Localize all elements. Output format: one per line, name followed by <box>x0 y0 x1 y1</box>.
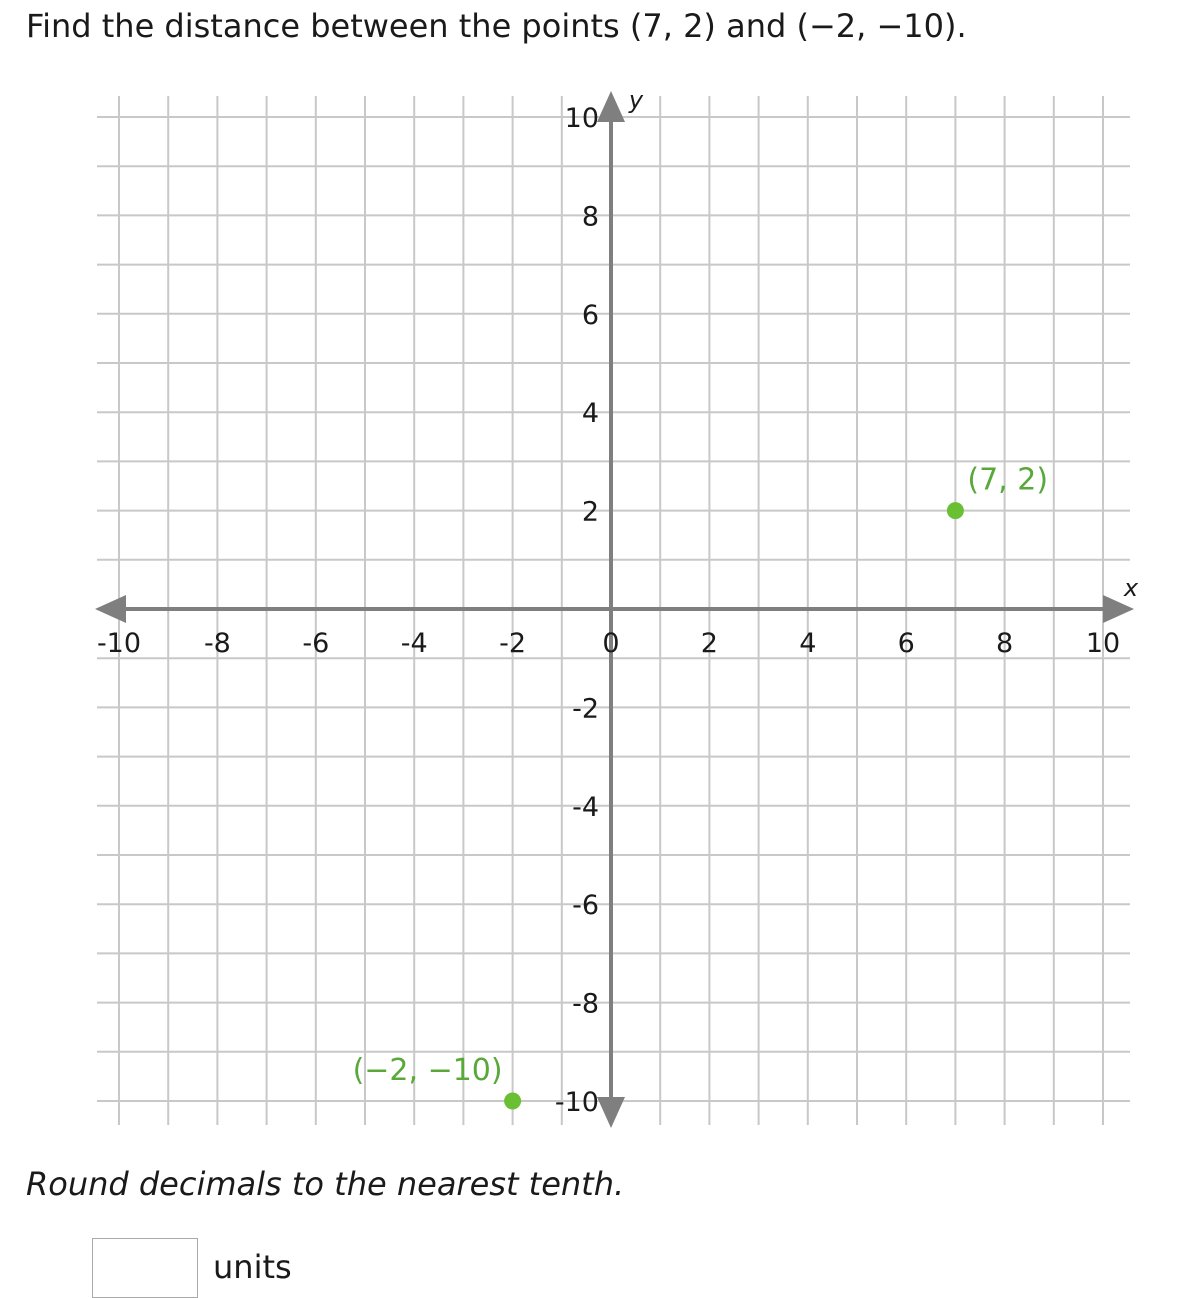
x-tick-label: 0 <box>602 628 620 659</box>
x-axis-left-arrow-icon <box>95 595 126 623</box>
x-tick-label: -10 <box>96 628 142 659</box>
y-tick-label: 6 <box>581 299 599 331</box>
x-tick-label: -4 <box>400 628 428 659</box>
plotted-point <box>947 502 964 519</box>
x-tick-label: 6 <box>897 628 915 659</box>
distance-answer-input[interactable] <box>92 1238 198 1298</box>
x-tick-label: -2 <box>499 628 527 659</box>
x-tick-label: 2 <box>700 628 718 659</box>
y-tick-label: 10 <box>564 103 599 134</box>
y-tick-label: -6 <box>572 890 599 922</box>
y-axis-up-arrow-icon <box>597 91 625 122</box>
x-tick-label: 8 <box>996 628 1014 659</box>
y-tick-label: -4 <box>572 791 599 823</box>
x-tick-label: -8 <box>203 628 231 659</box>
x-axis-title: x <box>1123 574 1139 602</box>
y-tick-label: 2 <box>581 496 599 528</box>
instruction-text: Round decimals to the nearest tenth. <box>26 1165 625 1203</box>
x-tick-label: 10 <box>1085 628 1121 659</box>
y-tick-label: 8 <box>581 201 599 233</box>
y-tick-label: -10 <box>554 1087 599 1118</box>
y-tick-label: -2 <box>572 693 599 725</box>
question-text: Find the distance between the points (7, 2) and (−2, −10). <box>26 7 967 45</box>
x-tick-label: -6 <box>302 628 330 659</box>
plotted-point <box>504 1093 521 1110</box>
units-label: units <box>213 1248 292 1286</box>
point-label: (7, 2) <box>967 462 1049 498</box>
y-tick-label: 4 <box>581 398 599 430</box>
y-tick-label: -8 <box>572 988 599 1020</box>
x-tick-label: 4 <box>799 628 817 659</box>
y-axis-down-arrow-icon <box>597 1097 625 1128</box>
y-axis-title: y <box>628 86 644 114</box>
point-label: (−2, −10) <box>352 1053 503 1088</box>
